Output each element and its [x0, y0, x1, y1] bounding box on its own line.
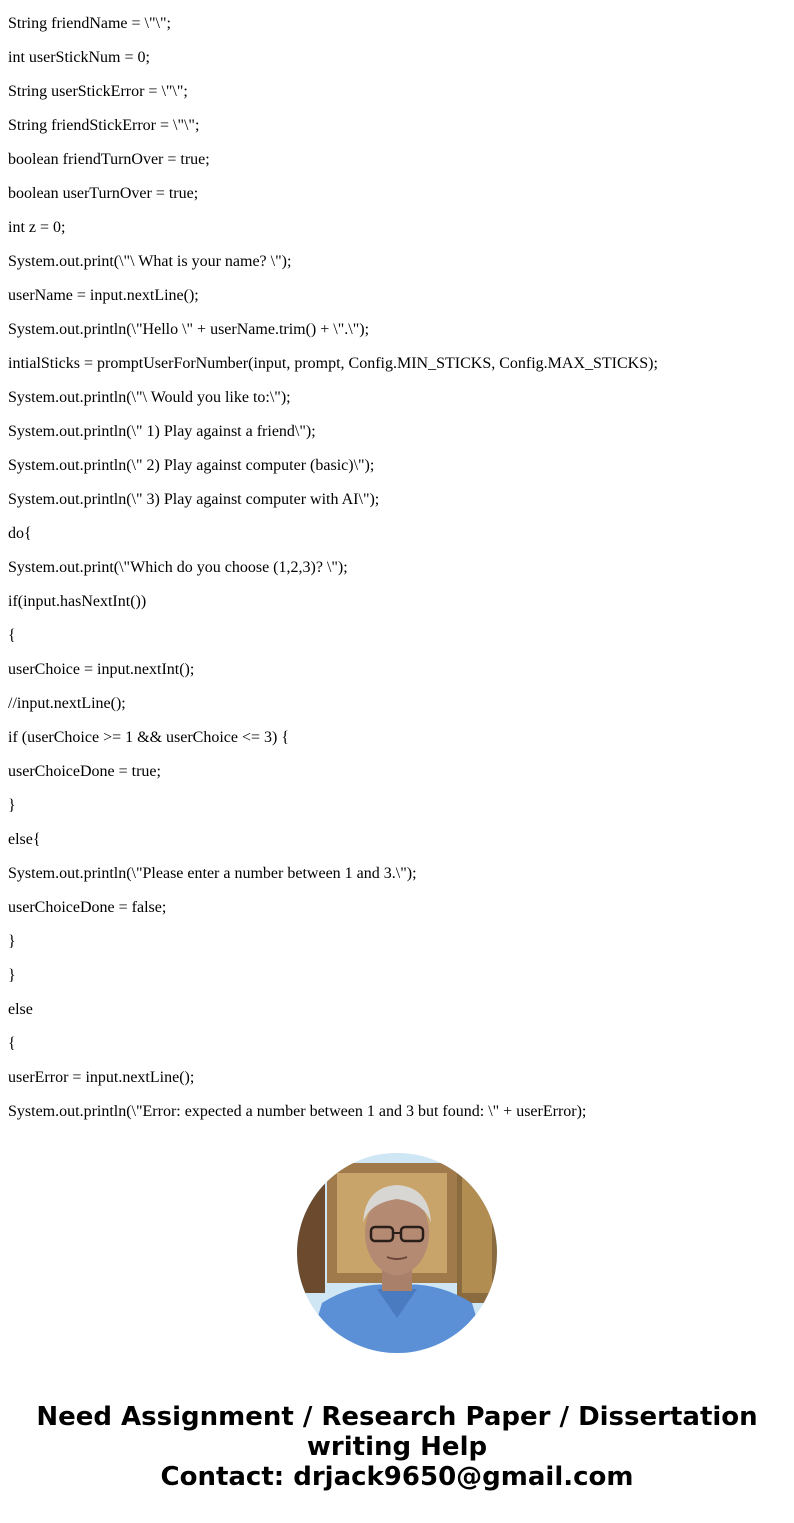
code-line: intialSticks = promptUserForNumber(input, prompt, Config.MIN_STICKS, Config.MAX_STICKS);	[8, 355, 658, 372]
code-line: {	[8, 1035, 16, 1052]
code-line: System.out.println(\" 2) Play against computer (basic)\");	[8, 457, 375, 474]
code-line: }	[8, 797, 16, 814]
promo-heading-line1: Need Assignment / Research Paper / Dissertation	[36, 1402, 758, 1432]
code-line: //input.nextLine();	[8, 695, 126, 712]
code-line: int userStickNum = 0;	[8, 49, 150, 66]
code-line: userError = input.nextLine();	[8, 1069, 195, 1086]
code-line: String friendName = \"\";	[8, 15, 171, 32]
code-line: System.out.println(\"Hello \" + userName.trim() + \".\");	[8, 321, 370, 338]
code-line: System.out.print(\"\ What is your name? \");	[8, 253, 292, 270]
code-line: String userStickError = \"\";	[8, 83, 188, 100]
code-line: System.out.print(\"Which do you choose (1,2,3)? \");	[8, 559, 348, 576]
code-line: System.out.println(\"\ Would you like to:\");	[8, 389, 291, 406]
code-line: userChoice = input.nextInt();	[8, 661, 195, 678]
code-line: System.out.println(\"Please enter a number between 1 and 3.\");	[8, 865, 417, 882]
code-line: if(input.hasNextInt())	[8, 593, 147, 610]
code-line: userName = input.nextLine();	[8, 287, 199, 304]
code-line: userChoiceDone = false;	[8, 899, 167, 916]
promo-heading-line2: writing Help	[306, 1432, 488, 1462]
code-line: else{	[8, 831, 41, 848]
code-line: userChoiceDone = true;	[8, 763, 161, 780]
code-line: int z = 0;	[8, 219, 66, 236]
code-line: }	[8, 933, 16, 950]
code-line: }	[8, 967, 16, 984]
author-avatar	[297, 1153, 497, 1353]
code-line: boolean userTurnOver = true;	[8, 185, 199, 202]
code-listing	[8, 10, 788, 1132]
code-line: {	[8, 627, 16, 644]
code-line: System.out.println(\"Error: expected a number between 1 and 3 but found: \" + userError);	[8, 1103, 587, 1120]
code-line: String friendStickError = \"\";	[8, 117, 200, 134]
code-line: if (userChoice >= 1 && userChoice <= 3) {	[8, 729, 290, 746]
code-line: do{	[8, 525, 32, 542]
code-line: boolean friendTurnOver = true;	[8, 151, 210, 168]
code-line: else	[8, 1001, 33, 1018]
person-photo-icon	[297, 1153, 497, 1353]
promo-banner	[0, 1402, 794, 1492]
code-line: System.out.println(\" 3) Play against computer with AI\");	[8, 491, 380, 508]
promo-contact: Contact: drjack9650@gmail.com	[160, 1462, 634, 1492]
code-line: System.out.println(\" 1) Play against a friend\");	[8, 423, 316, 440]
